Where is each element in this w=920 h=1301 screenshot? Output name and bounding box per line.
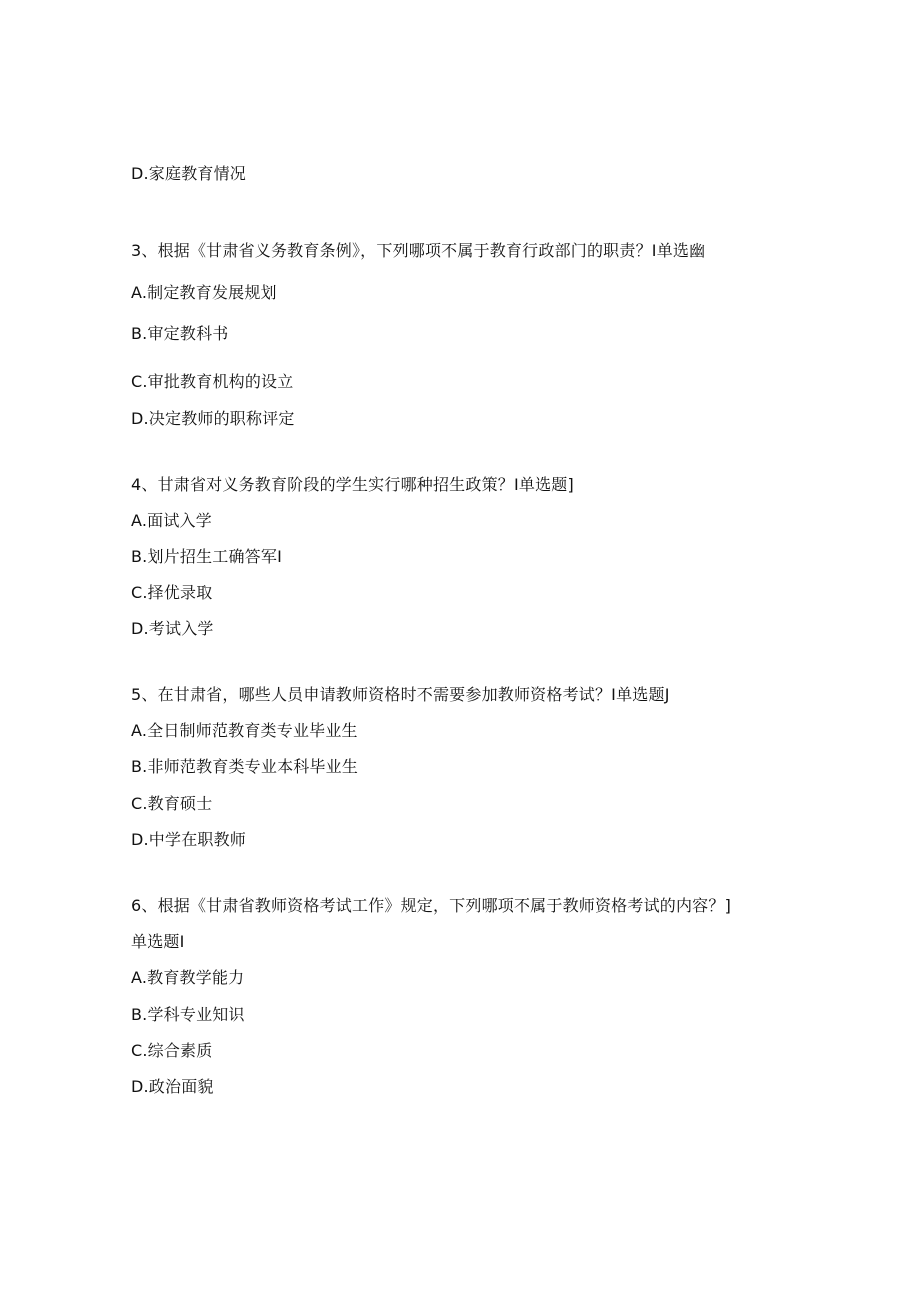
q4-option-a: A.面试入学 [131, 511, 212, 530]
q3-option-d: D.决定教师的职称评定 [131, 409, 295, 428]
q4-option-b: B.划片招生工确答军I [131, 547, 282, 566]
q5-question: 5、在甘肃省，哪些人员申请教师资格时不需要参加教师资格考试？I单选题J [131, 685, 670, 704]
q5-option-b: B.非师范教育类专业本科毕业生 [131, 757, 359, 776]
q6-question-continued: 单选题I [131, 932, 185, 951]
q6-option-a: A.教育教学能力 [131, 968, 245, 987]
q5-option-c: C.教育硕士 [131, 794, 213, 813]
q3-option-b: B.审定教科书 [131, 324, 229, 343]
q4-option-d: D.考试入学 [131, 619, 214, 638]
q5-option-d: D.中学在职教师 [131, 830, 247, 849]
q3-option-c: C.审批教育机构的设立 [131, 372, 294, 391]
q4-option-c: C.择优录取 [131, 583, 213, 602]
q5-option-a: A.全日制师范教育类专业毕业生 [131, 721, 358, 740]
q6-option-d: D.政治面貌 [131, 1077, 214, 1096]
q6-question: 6、根据《甘肃省教师资格考试工作》规定，下列哪项不属于教师资格考试的内容？] [131, 896, 732, 915]
q4-question: 4、甘肃省对义务教育阶段的学生实行哪种招生政策？I单选题] [131, 475, 574, 494]
q2-option-d: D.家庭教育情况 [131, 164, 247, 183]
q6-option-c: C.综合素质 [131, 1041, 213, 1060]
q3-option-a: A.制定教育发展规划 [131, 283, 277, 302]
q3-question: 3、根据《甘肃省义务教育条例》，下列哪项不属于教育行政部门的职责？I单选幽 [131, 241, 706, 260]
q6-option-b: B.学科专业知识 [131, 1005, 245, 1024]
